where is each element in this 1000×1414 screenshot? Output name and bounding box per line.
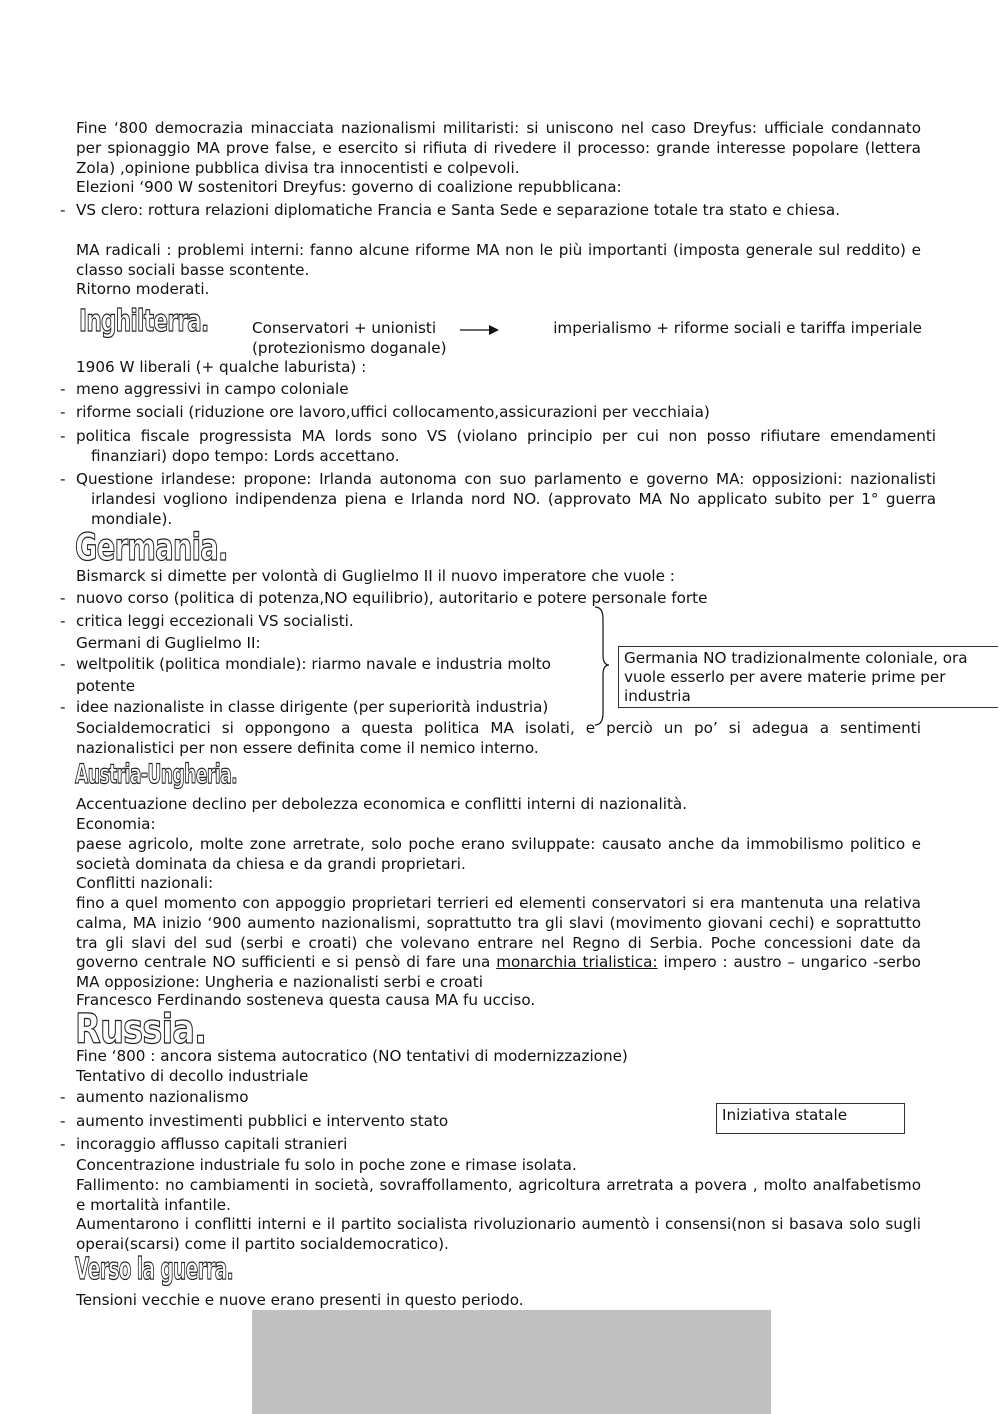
bullet-dash: - — [60, 1112, 66, 1130]
bullet-dash: - — [60, 589, 66, 607]
intro-left-text: Conservatori + unionisti — [252, 319, 437, 337]
note-line: Germania NO tradizionalmente coloniale, ora — [624, 649, 968, 667]
intro-line-2: (protezionismo doganale) — [252, 338, 447, 357]
list-item-text: riforme sociali (riduzione ore lavoro,uffici collocamento,assicurazioni per vecchiaia) — [76, 403, 710, 421]
paragraph-dreyfus: Fine ‘800 democrazia minacciata nazionalismi militaristi: si uniscono nel caso Dreyfus: ufficiale condannato per spionaggio MA prove false, e esercito si rifiuta di rivedere il processo: grande interesse popolare (lettera Zola) ,opinione pubblica divisa tra innocentisti e colpevoli. — [76, 119, 921, 177]
list-item — [60, 1112, 691, 1132]
list-item-text: critica leggi eccezionali VS socialisti. — [76, 612, 354, 630]
paragraph-liberali: 1906 W liberali (+ qualche laburista) : — [76, 358, 367, 376]
list-item — [60, 380, 936, 400]
curly-brace-icon — [593, 605, 613, 727]
list-item-text: VS clero: rottura relazioni diplomatiche Francia e Santa Sede e separazione totale tra stato e chiesa. — [76, 201, 840, 219]
list-item-text: politica fiscale progressista MA lords sono VS (violano principio per cui non posso rifiutare emendamenti finanziari) dopo tempo: Lords accettano. — [76, 427, 936, 465]
section-heading-germania: Germania. — [75, 526, 228, 569]
bullet-dash: - — [60, 470, 66, 488]
paragraph-elezioni: Elezioni ‘900 W sostenitori Dreyfus: governo di coalizione repubblicana: — [76, 178, 622, 196]
paragraph-moderati: Ritorno moderati. — [76, 280, 210, 298]
paragraph-socialdemocratici: Socialdemocratici si oppongono a questa politica MA isolati, e perciò un po’ si adegua a sentimenti nazionalistici per non essere definita come il nemico interno. — [76, 719, 921, 757]
paragraph-autocratico: Fine ‘800 : ancora sistema autocratico (NO tentativi di modernizzazione) — [76, 1047, 628, 1065]
paragraph-fallimento: Fallimento: no cambiamenti in società, sovraffollamento, agricoltura arretrata a povera , molto analfabetismo e mortalità infantile. — [76, 1176, 921, 1214]
list-item — [60, 612, 936, 632]
paragraph-germani: Germani di Guglielmo II: — [76, 634, 261, 652]
list-item-text: Questione irlandese: propone: Irlanda autonoma con suo parlamento e governo MA: opposizioni: nazionalisti irlandesi vogliono indipendenza piena e Irlanda nord NO. (approvato MA No applicato subito per 1° guerra mondiale). — [76, 470, 936, 528]
conflitti-text: fino a quel momento con appoggio proprietari terrieri ed elementi conservatori si era mantenuta una relativa calma, MA inizio ‘900 aumento nazionalismi, soprattutto tra gli slavi (movimento giovani cechi) e soprattutto tra gli slavi del sud (serbi e croati) che volevano entrare nel Regno di Serbia. Poche concessioni date da governo centrale NO sufficienti e si pensò di fare una — [76, 894, 921, 972]
list-item — [60, 427, 936, 467]
paragraph-francesco-ferdinando: Francesco Ferdinando sosteneva questa causa MA fu ucciso. — [76, 991, 536, 1009]
bullet-dash: - — [60, 655, 66, 673]
list-item — [60, 655, 621, 675]
paragraph-conflitti — [76, 894, 921, 993]
note-line: vuole esserlo per avere materie prime per — [624, 668, 946, 686]
germania-note-box — [618, 646, 998, 708]
inghilterra-intro — [252, 319, 922, 359]
list-item-text: idee nazionaliste in classe dirigente (per superiorità industria) — [76, 698, 549, 716]
section-heading-inghilterra: Inghilterra. — [79, 304, 209, 339]
list-item-text: incoraggio afflusso capitali stranieri — [76, 1135, 348, 1153]
list-item-text: meno aggressivi in campo coloniale — [76, 380, 349, 398]
note-line: industria — [624, 687, 691, 705]
bullet-dash: - — [60, 1135, 66, 1153]
list-item-text: nuovo corso (politica di potenza,NO equilibrio), autoritario e potere personale forte — [76, 589, 708, 607]
bullet-dash: - — [60, 698, 66, 716]
paragraph-tensioni: Tensioni vecchie e nuove erano presenti in questo periodo. — [76, 1291, 524, 1309]
list-item-text: weltpolitik (politica mondiale): riarmo navale e industria molto — [76, 655, 551, 673]
list-item — [60, 698, 621, 718]
bullet-dash: - — [60, 201, 66, 219]
bullet-dash: - — [60, 1088, 66, 1106]
bullet-dash: - — [60, 427, 66, 445]
arrow-right-icon — [459, 323, 501, 337]
list-item-text: aumento nazionalismo — [76, 1088, 249, 1106]
bullet-dash: - — [60, 403, 66, 421]
list-item — [60, 589, 936, 609]
footer-gray-block — [252, 1310, 771, 1414]
paragraph-declino: Accentuazione declino per debolezza economica e conflitti interni di nazionalità. — [76, 795, 688, 813]
list-item-text: aumento investimenti pubblici e intervento stato — [76, 1112, 449, 1130]
intro-right-text: imperialismo + riforme sociali e tariffa imperiale — [553, 319, 922, 337]
paragraph-concentrazione: Concentrazione industriale fu solo in poche zone e rimase isolata. — [76, 1156, 577, 1174]
section-heading-russia: Russia. — [75, 1005, 207, 1053]
list-item — [60, 201, 936, 221]
conflitti-text-end: impero : austro – ungarico -serbo MA opposizione: Ungheria e nazionalisti serbi e croati — [76, 953, 921, 992]
section-heading-austria: Austria-Ungheria. — [75, 759, 238, 790]
paragraph-bismarck: Bismarck si dimette per volontà di Guglielmo II il nuovo imperatore che vuole : — [76, 567, 675, 585]
section-heading-verso-la-guerra: Verso la guerra. — [75, 1252, 234, 1287]
russia-note-box: Iniziativa statale — [716, 1103, 905, 1134]
list-item-continuation: potente — [76, 677, 136, 695]
list-item — [60, 1088, 691, 1108]
monarchia-trialistica-underlined: monarchia trialistica: — [496, 953, 658, 972]
paragraph-economia-label: Economia: — [76, 815, 156, 833]
paragraph-economia: paese agricolo, molte zone arretrate, solo poche erano sviluppate: causato anche da immobilismo politico e società dominata da chiesa e da grandi proprietari. — [76, 835, 921, 873]
paragraph-decollo: Tentativo di decollo industriale — [76, 1067, 309, 1085]
bullet-dash: - — [60, 380, 66, 398]
list-item — [60, 1135, 691, 1155]
list-item — [60, 470, 936, 529]
list-item — [60, 403, 936, 423]
bullet-dash: - — [60, 612, 66, 630]
paragraph-conflitti-label: Conflitti nazionali: — [76, 874, 214, 892]
paragraph-radicali: MA radicali : problemi interni: fanno alcune riforme MA non le più importanti (imposta generale sul reddito) e classo sociali basse scontente. — [76, 241, 921, 279]
paragraph-conflitti-russia: Aumentarono i conflitti interni e il partito socialista rivoluzionario aumentò i consensi(non si basava solo sugli operai(scarsi) come il partito socialdemocratico). — [76, 1215, 921, 1253]
